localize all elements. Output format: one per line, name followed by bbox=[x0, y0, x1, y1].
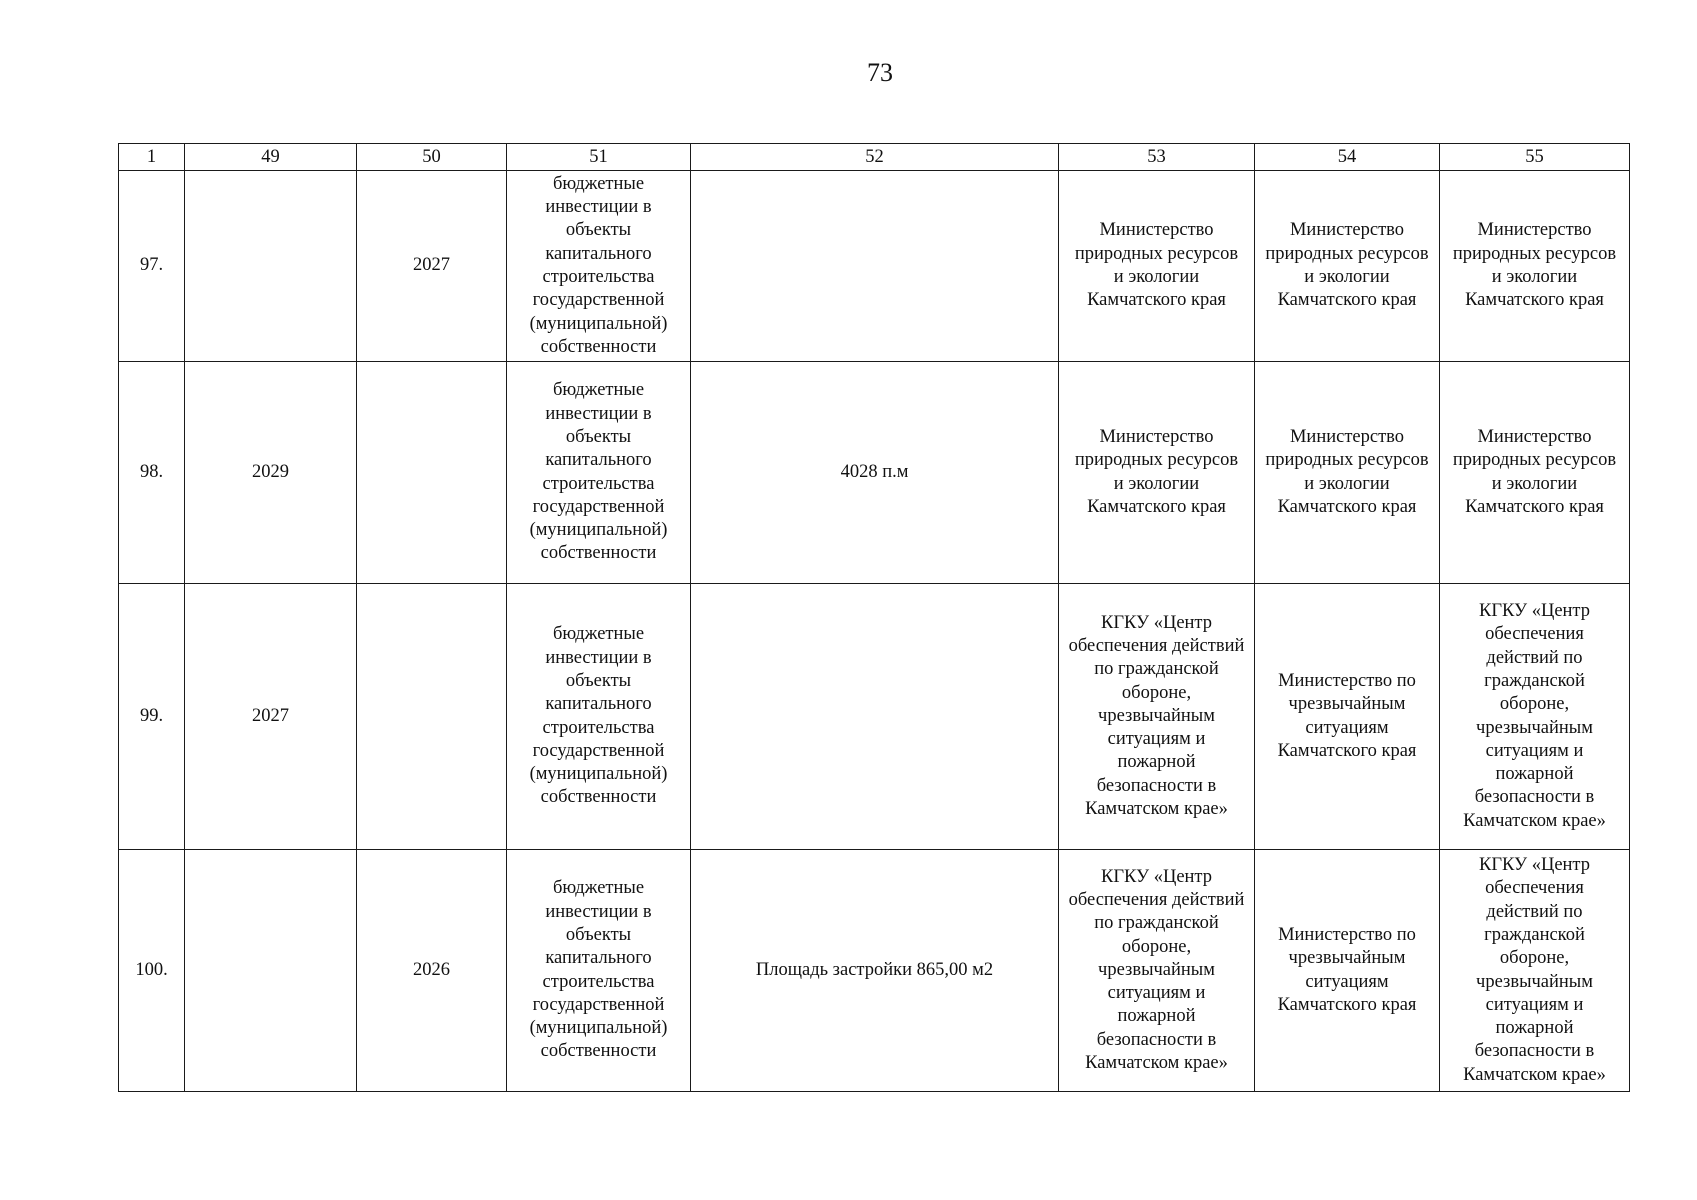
cell-text: 100. bbox=[135, 959, 168, 980]
col-51-cell bbox=[507, 850, 691, 1092]
table-row bbox=[119, 171, 1630, 362]
col-52-cell bbox=[691, 850, 1059, 1092]
header-cell-52: 52 bbox=[691, 144, 1059, 171]
col-54-cell bbox=[1255, 584, 1440, 850]
cell-text: 98. bbox=[139, 461, 164, 482]
col-51-cell bbox=[507, 362, 691, 584]
header-cell-53: 53 bbox=[1059, 144, 1255, 171]
cell-text: бюджетные инвестиции в объекты капитального строительства государственной (муниципальной) собственности bbox=[529, 624, 668, 808]
col-49-cell bbox=[185, 171, 357, 362]
cell-text: Площадь застройки 865,00 м2 bbox=[755, 959, 994, 980]
cell-text: КГКУ «Центр обеспечения действий по гражданской обороне, чрезвычайным ситуациям и пожарной безопасности в Камчатском крае» bbox=[1463, 601, 1606, 831]
cell-text: бюджетные инвестиции в объекты капитального строительства государственной (муниципальной) собственности bbox=[529, 380, 668, 564]
page-number: 73 bbox=[867, 58, 893, 87]
cell-text: 99. bbox=[139, 705, 164, 726]
col-53-cell bbox=[1059, 584, 1255, 850]
col-52-cell bbox=[691, 362, 1059, 584]
col-53-cell bbox=[1059, 171, 1255, 362]
cell-text: Министерство природных ресурсов и экологии Камчатского края bbox=[1265, 220, 1429, 311]
col-53-cell bbox=[1059, 362, 1255, 584]
col-53-cell bbox=[1059, 850, 1255, 1092]
col-55-cell bbox=[1440, 362, 1630, 584]
header-cell-55: 55 bbox=[1440, 144, 1630, 171]
col-52-cell bbox=[691, 171, 1059, 362]
cell-text: бюджетные инвестиции в объекты капитального строительства государственной (муниципальной) собственности bbox=[529, 878, 668, 1062]
cell-text: Министерство природных ресурсов и экологии Камчатского края bbox=[1074, 220, 1239, 311]
cell-text: Министерство природных ресурсов и экологии Камчатского края bbox=[1452, 426, 1617, 517]
cell-text: Министерство природных ресурсов и экологии Камчатского края bbox=[1265, 426, 1429, 517]
cell-text: бюджетные инвестиции в объекты капитального строительства государственной (муниципальной) собственности bbox=[529, 173, 668, 357]
col-54-cell bbox=[1255, 171, 1440, 362]
cell-text: КГКУ «Центр обеспечения действий по гражданской обороне, чрезвычайным ситуациям и пожарной безопасности в Камчатском крае» bbox=[1068, 612, 1245, 820]
col-55-cell bbox=[1440, 850, 1630, 1092]
cell-text: КГКУ «Центр обеспечения действий по гражданской обороне, чрезвычайным ситуациям и пожарной безопасности в Камчатском крае» bbox=[1463, 855, 1606, 1085]
cell-text: 4028 п.м bbox=[840, 461, 909, 482]
table-header-row bbox=[119, 144, 1630, 171]
cell-text: 2027 bbox=[252, 705, 289, 726]
col-54-cell bbox=[1255, 850, 1440, 1092]
col-50-cell bbox=[357, 850, 507, 1092]
cell-text: 2027 bbox=[413, 255, 450, 276]
col-50-cell bbox=[357, 171, 507, 362]
col-52-cell bbox=[691, 584, 1059, 850]
table-row bbox=[119, 850, 1630, 1092]
header-cell-51: 51 bbox=[507, 144, 691, 171]
col-54-cell bbox=[1255, 362, 1440, 584]
row-number-cell bbox=[119, 171, 185, 362]
col-51-cell bbox=[507, 171, 691, 362]
header-cell-54: 54 bbox=[1255, 144, 1440, 171]
header-cell-1: 1 bbox=[119, 144, 185, 171]
col-51-cell bbox=[507, 584, 691, 850]
header-cell-50: 50 bbox=[357, 144, 507, 171]
row-number-cell bbox=[119, 584, 185, 850]
cell-text: 2026 bbox=[413, 959, 450, 980]
table-row bbox=[119, 362, 1630, 584]
cell-text: КГКУ «Центр обеспечения действий по гражданской обороне, чрезвычайным ситуациям и пожарной безопасности в Камчатском крае» bbox=[1068, 866, 1245, 1074]
cell-text: Министерство природных ресурсов и экологии Камчатского края bbox=[1452, 220, 1617, 311]
cell-text: Министерство по чрезвычайным ситуациям Камчатского края bbox=[1277, 670, 1417, 761]
cell-text: 97. bbox=[139, 255, 164, 276]
data-table bbox=[118, 143, 1630, 1092]
col-55-cell bbox=[1440, 584, 1630, 850]
cell-text: Министерство по чрезвычайным ситуациям Камчатского края bbox=[1277, 924, 1417, 1015]
col-49-cell bbox=[185, 584, 357, 850]
cell-text: Министерство природных ресурсов и экологии Камчатского края bbox=[1074, 426, 1239, 517]
col-55-cell bbox=[1440, 171, 1630, 362]
col-49-cell bbox=[185, 850, 357, 1092]
cell-text: 2029 bbox=[252, 461, 289, 482]
table-row bbox=[119, 584, 1630, 850]
header-cell-49: 49 bbox=[185, 144, 357, 171]
row-number-cell bbox=[119, 850, 185, 1092]
row-number-cell bbox=[119, 362, 185, 584]
col-49-cell bbox=[185, 362, 357, 584]
col-50-cell bbox=[357, 584, 507, 850]
col-50-cell bbox=[357, 362, 507, 584]
